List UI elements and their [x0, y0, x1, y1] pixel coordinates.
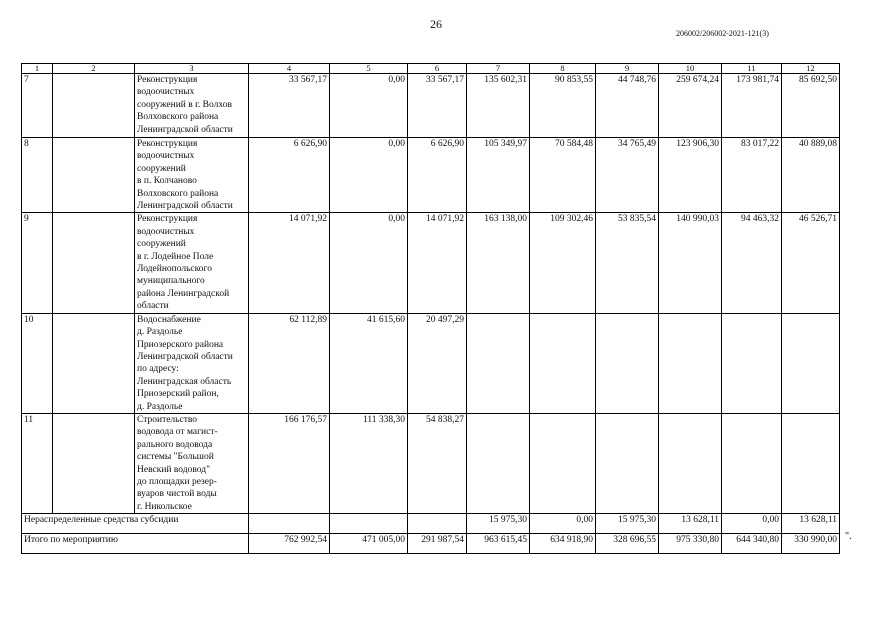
project-name-line: Ленинградская область [137, 376, 232, 387]
column-2-cell [53, 213, 135, 313]
project-name-cell [135, 74, 249, 138]
project-name-line: водоочистных [137, 226, 195, 237]
value-cell [659, 413, 722, 513]
column-header: 12 [782, 64, 840, 74]
value-cell [722, 413, 782, 513]
value-cell: 963 615,45 [467, 534, 530, 554]
value-cell: 54 838,27 [408, 413, 467, 513]
project-name-cell [135, 413, 249, 513]
column-header: 3 [135, 64, 249, 74]
value-cell: 33 567,17 [249, 74, 330, 138]
value-cell: 6 626,90 [408, 138, 467, 213]
column-header: 6 [408, 64, 467, 74]
project-name-line: сооружений [137, 239, 186, 250]
project-name-line: Лодейнопольского [137, 264, 212, 275]
value-cell: 15 975,30 [596, 514, 659, 534]
project-name-line: муниципального [137, 276, 205, 287]
value-cell [596, 313, 659, 413]
value-cell [782, 313, 840, 413]
project-name-line: вуаров чистой воды [137, 489, 217, 500]
value-cell: 291 987,54 [408, 534, 467, 554]
value-cell: 163 138,00 [467, 213, 530, 313]
value-cell: 105 349,97 [467, 138, 530, 213]
project-name-line: по адресу: [137, 364, 179, 375]
value-cell [467, 313, 530, 413]
value-cell: 259 674,24 [659, 74, 722, 138]
column-header: 9 [596, 64, 659, 74]
project-name-line: сооружений [137, 163, 186, 174]
column-header: 7 [467, 64, 530, 74]
project-name-line: Волховского района [137, 188, 219, 199]
column-header: 1 [22, 64, 53, 74]
table-row [22, 213, 840, 313]
value-cell [467, 413, 530, 513]
row-number: 10 [22, 313, 53, 413]
column-header: 8 [530, 64, 596, 74]
table-row [22, 413, 840, 513]
project-name-line: г. Никольское [137, 501, 192, 512]
project-name-line: водовода от магист- [137, 427, 218, 438]
project-name-line: Строительство [137, 414, 198, 425]
value-cell: 85 692,50 [782, 74, 840, 138]
document-id: 206002/206002-2021-121(3) [676, 29, 769, 38]
value-cell: 0,00 [330, 74, 408, 138]
value-cell: 44 748,76 [596, 74, 659, 138]
project-name-cell [135, 138, 249, 213]
row-number: 8 [22, 138, 53, 213]
summary-label: Итого по мероприятию [22, 534, 249, 554]
value-cell: 13 628,11 [659, 514, 722, 534]
column-2-cell [53, 413, 135, 513]
table-row [22, 138, 840, 213]
project-name-line: Реконструкция [137, 75, 198, 85]
project-name-line: д. Раздолье [137, 401, 183, 412]
value-cell: 330 990,00 [782, 534, 840, 554]
value-cell: 634 918,90 [530, 534, 596, 554]
value-cell: 13 628,11 [782, 514, 840, 534]
column-2-cell [53, 313, 135, 413]
value-cell: 33 567,17 [408, 74, 467, 138]
column-2-cell [53, 74, 135, 138]
value-cell: 90 853,55 [530, 74, 596, 138]
value-cell: 644 340,80 [722, 534, 782, 554]
value-cell: 0,00 [330, 213, 408, 313]
value-cell: 14 071,92 [408, 213, 467, 313]
value-cell [530, 413, 596, 513]
column-header: 11 [722, 64, 782, 74]
column-header: 2 [53, 64, 135, 74]
total-row [22, 534, 840, 554]
project-name-line: Приозерский район, [137, 389, 219, 400]
value-cell: 140 990,03 [659, 213, 722, 313]
column-2-cell [53, 138, 135, 213]
table-row [22, 74, 840, 138]
project-name-line: в п. Колчаново [137, 176, 197, 187]
project-name-line: д. Раздолье [137, 327, 183, 338]
value-cell: 0,00 [722, 514, 782, 534]
table-row [22, 313, 840, 413]
value-cell [330, 514, 408, 534]
value-cell: 135 602,31 [467, 74, 530, 138]
value-cell: 20 497,29 [408, 313, 467, 413]
project-name-line: Реконструкция [137, 214, 198, 225]
value-cell: 41 615,60 [330, 313, 408, 413]
value-cell [408, 514, 467, 534]
project-name-line: Ленинградской области [137, 124, 233, 135]
column-header: 5 [330, 64, 408, 74]
project-name-line: водоочистных [137, 87, 195, 98]
value-cell: 6 626,90 [249, 138, 330, 213]
project-name-line: водоочистных [137, 151, 195, 162]
value-cell: 471 005,00 [330, 534, 408, 554]
value-cell: 0,00 [530, 514, 596, 534]
value-cell: 70 584,48 [530, 138, 596, 213]
column-header: 4 [249, 64, 330, 74]
row-number: 11 [22, 413, 53, 513]
value-cell: 123 906,30 [659, 138, 722, 213]
project-name-line: в г. Лодейное Поле [137, 251, 214, 262]
project-name-line: Волховского района [137, 112, 219, 123]
project-name-cell [135, 213, 249, 313]
value-cell [659, 313, 722, 413]
row-number: 9 [22, 213, 53, 313]
project-name-line: сооружений в г. Волхов [137, 99, 233, 110]
value-cell [249, 514, 330, 534]
value-cell [782, 413, 840, 513]
value-cell: 166 176,57 [249, 413, 330, 513]
project-name-line: Реконструкция [137, 139, 198, 149]
unallocated-row [22, 514, 840, 534]
project-name-line: Ленинградской области [137, 201, 233, 212]
value-cell [530, 313, 596, 413]
project-name-line: системы "Большой [137, 452, 214, 463]
project-name-line: Невский водовод" [137, 464, 210, 475]
page-number: 26 [430, 17, 442, 31]
value-cell: 83 017,22 [722, 138, 782, 213]
project-name-line: рального водовода [137, 439, 213, 450]
subsidy-table [21, 63, 840, 554]
project-name-line: до площадки резер- [137, 476, 217, 487]
value-cell: 109 302,46 [530, 213, 596, 313]
summary-label: Нераспределенные средства субсидии [22, 514, 249, 534]
value-cell: 975 330,80 [659, 534, 722, 554]
value-cell: 173 981,74 [722, 74, 782, 138]
value-cell: 0,00 [330, 138, 408, 213]
value-cell: 46 526,71 [782, 213, 840, 313]
value-cell: 15 975,30 [467, 514, 530, 534]
project-name-line: Ленинградской области [137, 351, 233, 362]
project-name-line: Приозерского района [137, 339, 224, 350]
value-cell: 328 696,55 [596, 534, 659, 554]
value-cell: 53 835,54 [596, 213, 659, 313]
closing-quote-mark: ". [845, 531, 852, 542]
column-header: 10 [659, 64, 722, 74]
value-cell: 111 338,30 [330, 413, 408, 513]
table-header-row [22, 64, 840, 74]
project-name-line: области [137, 301, 169, 312]
value-cell: 14 071,92 [249, 213, 330, 313]
project-name-cell [135, 313, 249, 413]
project-name-line: Водоснабжение [137, 314, 201, 325]
value-cell: 40 889,08 [782, 138, 840, 213]
row-number: 7 [22, 74, 53, 138]
value-cell [722, 313, 782, 413]
value-cell: 94 463,32 [722, 213, 782, 313]
value-cell: 762 992,54 [249, 534, 330, 554]
value-cell: 34 765,49 [596, 138, 659, 213]
project-name-line: района Ленинградской [137, 288, 230, 299]
value-cell [596, 413, 659, 513]
value-cell: 62 112,89 [249, 313, 330, 413]
